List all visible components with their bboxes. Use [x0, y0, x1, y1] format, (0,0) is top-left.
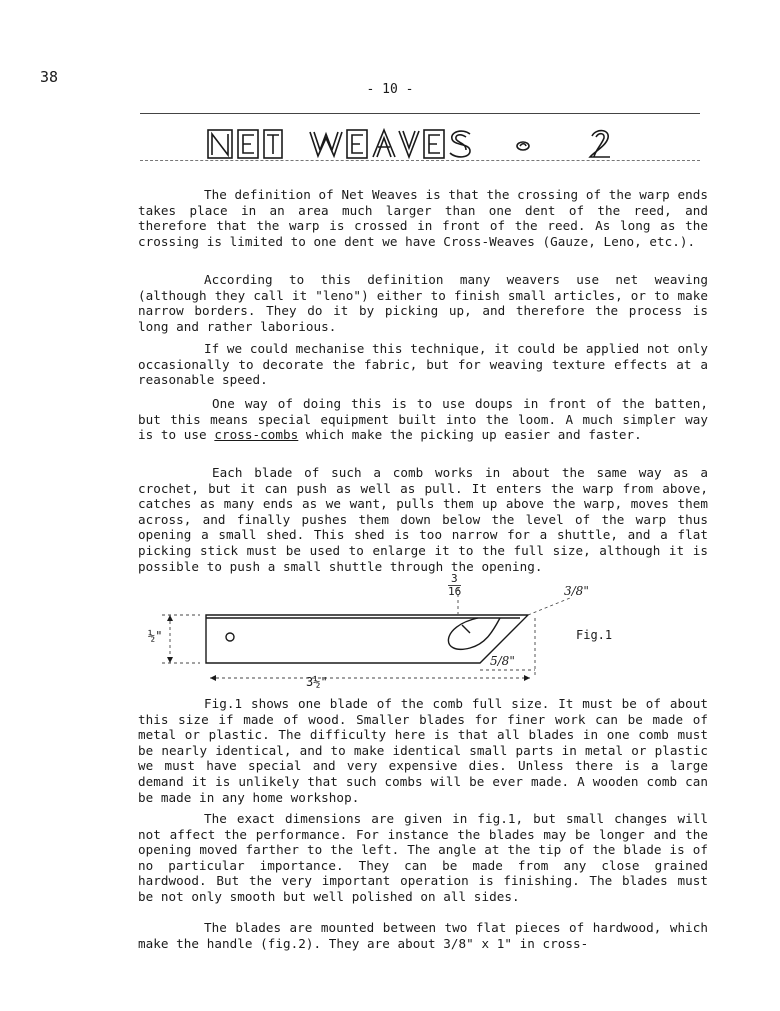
page-number: 38 — [40, 68, 59, 86]
paragraph-3: If we could mechanise this technique, it could be applied not only occasionally to decorate the fabric, but for weaving texture effects at a reasonable speed. — [138, 341, 708, 388]
paragraph-7: The exact dimensions are given in fig.1, but small changes will not affect the performance. For instance the blades may be longer and the opening moved farther to the left. The angle at the tip of the blade is of no particular importance. They can be made from any close grained hardwood. But the very important operation is finishing. The blades must be not only smooth but well polished on all sides. — [138, 811, 708, 904]
decorative-title-lettering — [140, 124, 700, 164]
title-underline — [140, 160, 700, 161]
paragraph-6: Fig.1 shows one blade of the comb full size. It must be of about this size if made of wood. Smaller blades for finer work can be made of metal or plastic. The difficulty here is that all blades in one comb must be nearly identical, and to make identical small parts in metal or plastic we must have special and very expensive dies. Unless there is a large demand it is unlikely that such combs will be ever made. A wooden comb can be made in any home workshop. — [138, 696, 708, 805]
paragraph-4 — [138, 396, 708, 443]
paragraph-1: The definition of Net Weaves is that the crossing of the warp ends takes place in an area much larger than one dent of the reed, and therefore that the warp is crossed in front of the reed. As long as the crossing is limited to one dent we have Cross-Weaves (Gauze, Leno, etc.). — [138, 187, 708, 249]
title-banner — [140, 124, 700, 164]
figure-1 — [140, 572, 660, 690]
dimension-hook-denominator: 16 — [448, 585, 462, 598]
dimension-height: ½" — [148, 629, 163, 643]
paragraph-8: The blades are mounted between two flat pieces of hardwood, which make the handle (fig.2). They are about 3/8" x 1" in cross- — [138, 920, 708, 951]
dimension-hook-numerator: 3 — [451, 572, 458, 585]
cross-combs-term: cross-combs — [214, 427, 299, 443]
section-page-number: - 10 - — [366, 82, 414, 97]
dimension-tip: 3/8" — [564, 584, 589, 598]
top-rule — [140, 113, 700, 114]
paragraph-5: Each blade of such a comb works in about the same way as a crochet, but it can push as well as pull. It enters the warp from above, catches as many ends as we want, pulls them up above the warp, moves them across, and finally pushes them down below the level of the warp thus opening a small shed. This shed is too narrow for a shuttle, and a flat picking stick must be used to enlarge it to the full size, although it is possible to push a small shuttle through the opening. — [138, 465, 708, 574]
paragraph-2: According to this definition many weavers use net weaving (although they call it "leno") either to finish small articles, or to make narrow borders. They do it by picking up, and therefore the process is long and rather laborious. — [138, 272, 708, 334]
dimension-length: 3½" — [306, 675, 328, 689]
figure-caption: Fig.1 — [576, 628, 613, 642]
paragraph-4-text: One way of doing this is to use doups in front of the batten, but this means special equipment built into the loom. A much simpler way is to use — [138, 396, 708, 443]
dimension-opening: 5/8" — [490, 654, 515, 668]
paragraph-4-ending: which make the picking up easier and faster. — [298, 427, 642, 443]
